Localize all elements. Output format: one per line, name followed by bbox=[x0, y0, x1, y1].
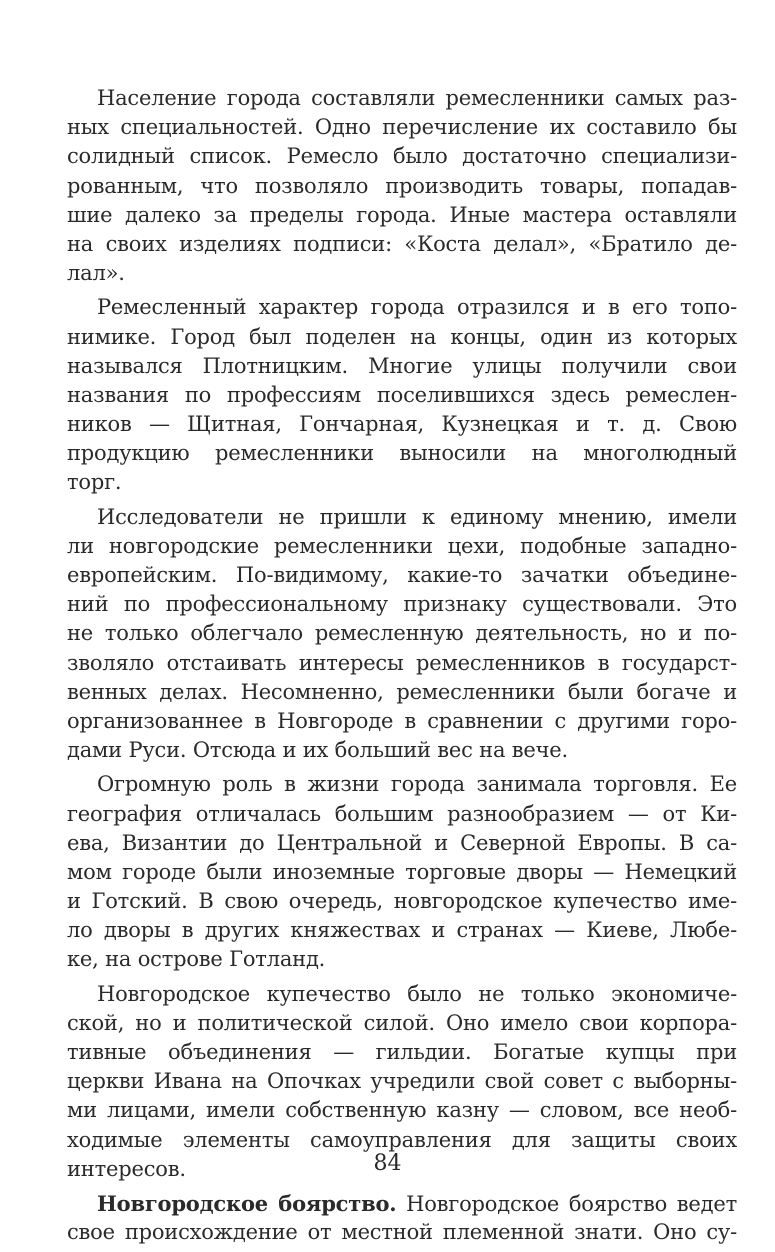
text-line: на своих изделиях подписи: «Коста делал», «Братило де- bbox=[67, 231, 737, 256]
text-line: тивные объединения — гильдии. Богатые купцы при bbox=[67, 1040, 737, 1064]
page-number: 84 bbox=[373, 1151, 402, 1176]
text-line: лал». bbox=[67, 261, 125, 286]
text-line: ло дворы в других княжествах и странах — Киеве, Любе- bbox=[67, 918, 737, 943]
text-line: Исследователи не пришли к единому мнению, имели bbox=[97, 504, 737, 529]
text-line: мом городе были иноземные торговые дворы — Немецкий bbox=[67, 859, 737, 884]
text-line: ников — Щитная, Гончарная, Кузнецкая и т. д. Свою bbox=[67, 412, 737, 437]
paragraph-population bbox=[67, 84, 737, 288]
heading-continuation: Новгородское боярство ведет bbox=[396, 1191, 738, 1216]
text-line: Ремесленный характер города отразился и в его топо- bbox=[97, 295, 737, 320]
text-line: нимике. Город был поделен на концы, один из которых bbox=[67, 324, 737, 349]
text-line: ходимые элементы самоуправления для защиты своих bbox=[67, 1127, 737, 1152]
text-line: торг. bbox=[67, 470, 122, 495]
text-line: свое происхождение от местной племенной знати. Оно су- bbox=[67, 1220, 737, 1245]
text-line: география отличалась большим разнообразием — от Ки- bbox=[67, 801, 737, 826]
paragraph-boyars bbox=[67, 1189, 738, 1247]
text-line: Население города составляли ремесленники самых раз- bbox=[97, 86, 737, 110]
text-line: не только облегчало ремесленную деятельность, но и по- bbox=[67, 621, 737, 646]
page-body bbox=[67, 84, 738, 1252]
text-line: продукцию ремесленники выносили на многолюдный bbox=[67, 441, 737, 466]
text-line: ева, Византии до Центральной и Северной Европы. В са- bbox=[67, 830, 737, 855]
text-line: интересов. bbox=[67, 1156, 186, 1181]
paragraph-trade bbox=[67, 770, 737, 974]
text-line: венных делах. Несомненно, ремесленники были богаче и bbox=[67, 679, 737, 704]
text-line: ли новгородские ремесленники цехи, подобные западно- bbox=[67, 533, 737, 558]
text-line: названия по профессиям поселившихся здесь ремеслен- bbox=[67, 382, 737, 407]
text-line: ской, но и политической силой. Оно имело свои корпора- bbox=[67, 1010, 737, 1035]
paragraph-toponymy bbox=[67, 293, 737, 497]
text-line: шие далеко за пределы города. Иные мастера оставляли bbox=[67, 202, 737, 227]
text-line: ных специальностей. Одно перечисление их составило бы bbox=[67, 115, 737, 140]
text-line: дами Руси. Отсюда и их больший вес на вече. bbox=[67, 738, 569, 763]
paragraph-guilds bbox=[67, 503, 737, 766]
text-line: солидный список. Ремесло было достаточно специализи- bbox=[67, 144, 737, 169]
text-line: ми лицами, имели собственную казну — словом, все необ- bbox=[67, 1098, 737, 1123]
text-line: зволяло отстаивать интересы ремесленников в государст- bbox=[67, 650, 737, 675]
text-line: и Готский. В свою очередь, новгородское купечество име- bbox=[67, 889, 737, 914]
text-line bbox=[97, 1189, 737, 1218]
text-line: Новгородское купечество было не только экономиче- bbox=[97, 981, 737, 1006]
text-line: церкви Ивана на Опочках учредили свой совет с выборны- bbox=[67, 1069, 737, 1094]
section-heading: Новгородское боярство. bbox=[97, 1190, 397, 1216]
text-line: европейским. По-видимому, какие-то зачатки объедине- bbox=[67, 563, 737, 587]
text-line: назывался Плотницким. Многие улицы получили свои bbox=[67, 353, 737, 378]
text-line: организованнее в Новгороде в сравнении с другими горо- bbox=[67, 708, 737, 733]
text-line: Огромную роль в жизни города занимала торговля. Ее bbox=[97, 772, 737, 797]
text-line: ке, на острове Готланд. bbox=[67, 947, 326, 972]
text-line: рованным, что позволяло производить товары, попадав- bbox=[67, 173, 737, 198]
text-line: ний по профессиональному признаку существовали. Это bbox=[67, 592, 737, 617]
